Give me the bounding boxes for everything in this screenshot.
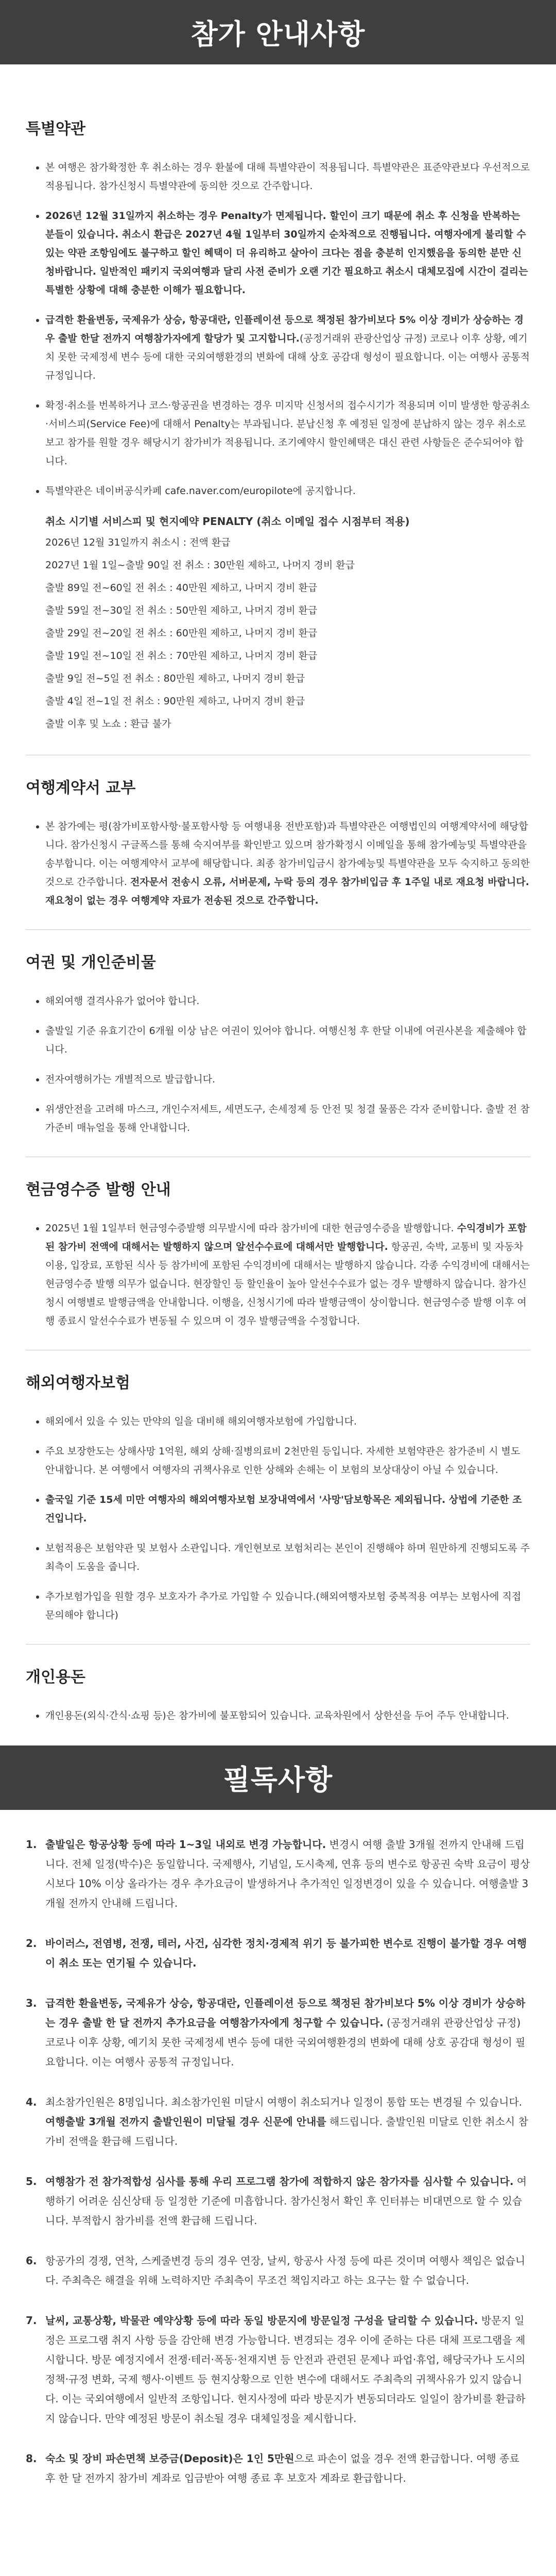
penalty-row: 출발 4일 전~1일 전 취소 : 90만원 제하고, 나머지 경비 환급	[45, 696, 305, 707]
divider	[26, 929, 530, 930]
required-item: 2. 바이러스, 전염병, 전쟁, 테러, 사건, 심각한 정치·경제적 위기 등 불가피한 변수로 진행이 불가할 경우 여행이 취소 또는 연기될 수 있습니다.	[26, 1937, 527, 1969]
notice-title: 참가 안내사항	[190, 18, 366, 50]
insurance-list	[26, 1412, 530, 1624]
list-item: • 주요 보장한도는 상해사망 1억원, 해외 상해·질병의료비 2천만원 등입니다. 자세한 보험약관은 참가준비 시 별도 안내합니다. 본 여행에서 여행자의 귀책사유로 인한 상해와 손해는 이 보험의 보상대상이 아닐 수 있습니다.	[45, 1442, 530, 1479]
penalty-row: 2027년 1월 1일~출발 90일 전 취소 : 30만원 제하고, 나머지 경비 환급	[45, 560, 355, 571]
section-contract	[26, 775, 530, 910]
notice-content	[0, 64, 556, 1725]
required-item: 8. 숙소 및 장비 파손면책 보증금(Deposit)은 1인 5만원으로 파손이 없을 경우 전액 환급합니다. 여행 종료 후 한 달 전까지 참가비 계좌로 입금받아 여행 종료 후 보호자 계좌로 환급합니다.	[26, 2452, 519, 2484]
special-terms-list	[26, 158, 530, 500]
contract-heading: 여행계약서 교부	[26, 779, 136, 797]
list-item: • 본 여행은 참가확정한 후 취소하는 경우 환불에 대해 특별약관이 적용됩니다. 특별약관은 표준약관보다 우선적으로 적용됩니다. 참가신청시 특별약관에 동의한 것으로 간주합니다.	[45, 158, 530, 195]
contract-list	[26, 817, 530, 910]
penalty-row: 출발 이후 및 노쇼 : 환급 불가	[45, 718, 171, 730]
required-item: 1. 출발일은 항공상황 등에 따라 1~3일 내외로 변경 가능합니다. 변경시 여행 출발 3개월 전까지 안내해 드립니다. 전체 일정(박수)은 동일합니다. 국제행사, 기념일, 도시축제, 연휴 등의 변수로 항공권 숙박 요금이 평상시보다 10% 이상 올라가는 경우 추가요금이 발생하거나 추가적인 일정변경이 있을 수 있습니다. 여행출발 3개월 전까지 안내해 드립니다.	[26, 1838, 530, 1909]
special-terms-heading: 특별약관	[26, 120, 85, 138]
penalty-row: 출발 89일 전~60일 전 취소 : 40만원 제하고, 나머지 경비 환급	[45, 582, 318, 594]
list-item: • 전자여행허가는 개별적으로 발급합니다.	[45, 1070, 530, 1089]
list-item: • 2026년 12월 31일까지 취소하는 경우 Penalty가 면제됩니다. 할인이 크기 때문에 취소 후 신청을 반복하는 분들이 있습니다. 취소시 환급은 2027년 4월 1일부터 30일까지 순차적으로 진행됩니다. 여행자에게 불리할 수 있는 약관 조항임에도 불구하고 할인 혜택이 더 유리하고 살아이 크다는 점을 충분히 인지했음을 동의한 분만 신청바랍니다. 일반적인 패키지 국외여행과 달리 사전 준비가 오랜 기간 필요하고 취소시 대체모집에 시간이 걸리는 특별한 상황에 대해 충분한 이해가 필요합니다.	[45, 207, 530, 299]
section-special-terms	[26, 64, 530, 735]
list-item: • 해외에서 있을 수 있는 만약의 일을 대비해 해외여행자보험에 가입합니다.	[45, 1412, 530, 1431]
penalty-row: 출발 59일 전~30일 전 취소 : 50만원 제하고, 나머지 경비 환급	[45, 605, 318, 616]
required-title: 필독사항	[223, 1764, 333, 1796]
section-insurance	[26, 1370, 530, 1624]
list-item: • 본 참가예는 평(참가비포함사항·불포함사항 등 여행내용 전반포함)과 특별약관은 여행법인의 여행계약서에 해당합니다. 참가신청시 구글폭스를 통해 숙지여부를 확인받고 있으며 참가확정시 이메일을 통해 참가예능및 특별약관을 송부합니다. 이는 여행계약서 교부에 해당합니다. 최종 참가비입금시 참가예능및 특별약관을 모두 숙지하고 동의한 것으로 간주합니다. 전자문서 전송시 오류, 서버문제, 누락 등의 경우 참가비입금 후 1주일 내로 재요청 바랍니다. 재요청이 없는 경우 여행계약 자료가 전송된 것으로 간주합니다.	[45, 817, 530, 910]
receipt-list	[26, 1219, 530, 1330]
list-item: • 급격한 환율변동, 국제유가 상승, 항공대란, 인플레이션 등으로 책정된 참가비보다 5% 이상 경비가 상승하는 경우 출발 한달 전까지 여행참가자에게 할당가 및 고지합니다.(공정거래위 관광산업상 규정) 코로나 이후 상황, 예기치 못한 국제정세 변수 등에 대한 국외여행환경의 변화에 대해 상호 공감대 형성이 필요합니다. 이는 여행사 공통적 규정입니다.	[45, 311, 530, 385]
required-banner	[0, 1745, 556, 1810]
notice-banner	[0, 0, 556, 64]
list-item: • 보험적용은 보험약관 및 보험사 소관입니다. 개인현보로 보험처리는 본인이 진행해야 하며 원만하게 진행되도록 주최측이 도움을 줍니다.	[45, 1539, 530, 1576]
list-item: • 확정·취소를 번복하거나 코스·항공권을 변경하는 경우 미지막 신청서의 접수시기가 적용되며 이미 발생한 항공취소·서비스피(Service Fee)에 대해서 Penalty는 부과됩니다. 분납신청 후 예정된 일정에 분납하지 않는 경우 취소로 보고 참가를 원할 경우 해당시기 참가비가 적용됩니다. 조기예약시 할인혜택은 대신 관련 사항들은 준수되어야 합니다.	[45, 396, 530, 470]
section-passport	[26, 950, 530, 1137]
list-item: • 2025년 1월 1일부터 현금영수증발행 의무발시에 따라 참가비에 대한 현금영수증을 발행합니다. 수익경비가 포함된 참가비 전액에 대해서는 발행하지 않으며 알선수수료에 대해서만 발행합니다. 항공권, 숙박, 교통비 및 자동차 이용, 입장료, 포함된 식사 등 참가비에 포함된 수익경비에 대해서는 발행하지 않습니다. 각종 수익경비에 대해서는 현금영수증 발행 의무가 없습니다. 현장할인 등 할인율이 높아 알선수수료가 없는 경우 발행하지 않습니다. 참가신청시 여행별로 발행금액을 안내합니다. 이행을, 신청시기에 따라 발행금액이 상이합니다. 현금영수증 발행 이후 여행 종료시 알선수수료가 변동될 수 있으며 이 경우 발행금액을 수정합니다.	[45, 1219, 530, 1330]
section-pocket-money	[26, 1664, 530, 1725]
list-item: • 특별약관은 네이버공식카페 cafe.naver.com/europilote에 공지합니다.	[45, 482, 530, 500]
required-item: 3. 급격한 환율변동, 국제유가 상승, 항공대란, 인플레이션 등으로 책정된 참가비보다 5% 이상 경비가 상승하는 경우 출발 한 달 전까지 추가요금을 여행참가자에게 청구할 수 있습니다. (공정거래위 관광산업상 규정) 코로나 이후 상황, 예기치 못한 국제정세 변수 등에 대한 국외여행환경의 변화에 대해 상호 공감대 형성이 필요합니다. 이는 여행사 공통적 규정입니다.	[26, 1997, 526, 2068]
list-item: • 추가보험가입을 원할 경우 보호자가 추가로 가입할 수 있습니다.(해외여행자보험 중복적용 여부는 보험사에 직접 문의해야 합니다)	[45, 1587, 530, 1624]
required-list	[0, 1810, 556, 2488]
insurance-heading: 해외여행자보험	[26, 1374, 130, 1392]
required-item: 6. 항공가의 경쟁, 연착, 스케줄변경 등의 경우 연장, 날씨, 항공사 사정 등에 따른 것이며 여행사 책임은 없습니다. 주최측은 해결을 위해 노력하지만 주최측이 무조건 책임지라고 하는 요구는 할 수 없습니다.	[26, 2255, 526, 2286]
required-item: 4. 최소참가인원은 8명입니다. 최소참가인원 미달시 여행이 취소되거나 일정이 통합 또는 변경될 수 있습니다. 여행출발 3개월 전까지 출발인원이 미달될 경우 신문에 안내를 해드립니다. 출발인원 미달로 인한 취소시 참가비 전액을 환급해 드립니다.	[26, 2096, 528, 2147]
required-item: 5. 여행참가 전 참가적합성 심사를 통해 우리 프로그램 참가에 적합하지 않은 참가자를 심사할 수 있습니다. 여행하기 어려운 심신상태 등 일정한 기준에 미흡합니다. 참가신청서 확인 후 인터뷰는 비대면으로 할 수 있습니다. 부적합시 참가비를 전액 환급해 드립니다.	[26, 2175, 527, 2227]
pocket-money-heading: 개인용돈	[26, 1668, 85, 1686]
divider	[26, 1644, 530, 1645]
penalty-row: 2026년 12월 31일까지 취소시 : 전액 환급	[45, 537, 231, 548]
list-item: • 해외여행 결격사유가 없어야 합니다.	[45, 992, 530, 1010]
passport-heading: 여권 및 개인준비물	[26, 954, 156, 972]
pocket-money-list	[26, 1706, 530, 1725]
receipt-heading: 현금영수증 발행 안내	[26, 1181, 171, 1199]
penalty-heading: 취소 시기별 서비스피 및 현지예약 PENALTY (취소 이메일 접수 시점부터 적용)	[45, 515, 410, 528]
passport-list	[26, 992, 530, 1137]
penalty-row: 출발 19일 전~10일 전 취소 : 70만원 제하고, 나머지 경비 환급	[45, 650, 318, 662]
penalty-row: 출발 29일 전~20일 전 취소 : 60만원 제하고, 나머지 경비 환급	[45, 628, 318, 639]
required-item: 7. 날씨, 교통상황, 박물관 예약상황 등에 따라 동일 방문지에 방문일정 구성을 달리할 수 있습니다. 방문지 일정은 프로그램 취지 사항 등을 감안해 변경 가능합니다. 변경되는 경우 이에 준하는 다른 대체 프로그램을 제시합니다. 방문 예정지에서 전쟁·테러·폭동·천재지변 등 안전과 관련된 문제나 파업·휴업, 해당국가나 도시의 정책·규정 변화, 국제 행사·이벤트 등 현지상황으로 인한 변수에 대해서도 주최측의 귀책사유가 있지 않습니다. 이는 국외여행에서 일반적 조항입니다. 현지사정에 따라 방문지가 변동되더라도 일일이 참가비를 환급하지 않습니다. 만약 예정된 방문이 취소될 경우 대체일정을 제시합니다.	[26, 2314, 526, 2425]
list-item: • 개인용돈(외식·간식·쇼핑 등)은 참가비에 불포함되어 있습니다. 교육차원에서 상한선을 두어 주두 안내합니다.	[45, 1706, 530, 1725]
list-item: • 출발일 기준 유효기간이 6개월 이상 남은 여권이 있어야 합니다. 여행신청 후 한달 이내에 여권사본을 제출해야 합니다.	[45, 1022, 530, 1059]
list-item: • 위생안전을 고려해 마스크, 개인수저세트, 세면도구, 손세정제 등 안전 및 청결 물품은 각자 준비합니다. 출발 전 참가준비 매뉴얼을 통해 안내합니다.	[45, 1100, 530, 1137]
section-receipt	[26, 1177, 530, 1330]
list-item: • 출국일 기준 15세 미만 여행자의 해외여행자보험 보장내역에서 '사망'담보항목은 제외됩니다. 상법에 기준한 조건입니다.	[45, 1490, 530, 1528]
penalty-row: 출발 9일 전~5일 전 취소 : 80만원 제하고, 나머지 경비 환급	[45, 673, 305, 684]
